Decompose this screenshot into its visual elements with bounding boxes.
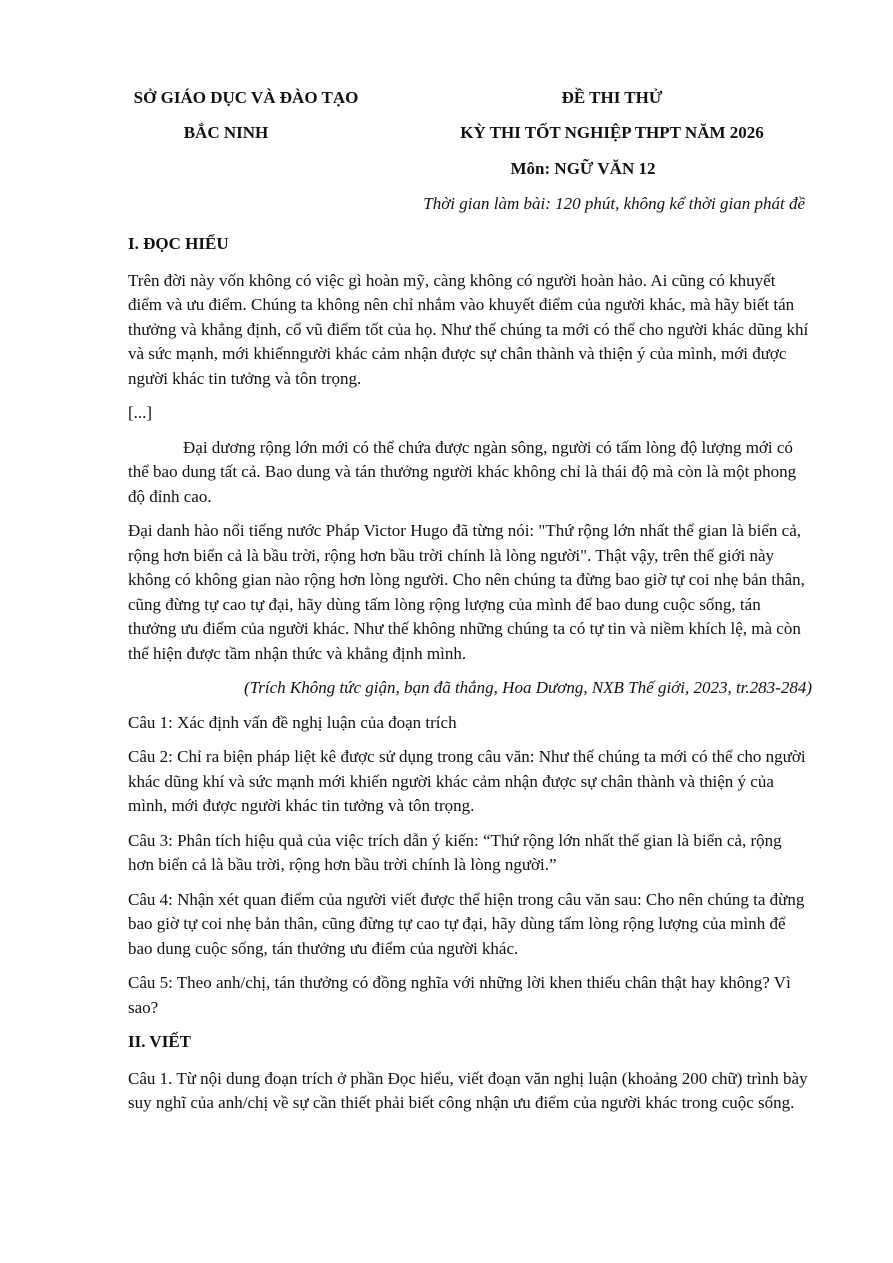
writing-question-1: Câu 1. Từ nội dung đoạn trích ở phần Đọc hiểu, viết đoạn văn nghị luận (khoảng 200 chữ) trình bày suy nghĩ của anh/chị về sự cần thiết phải biết công nhận ưu điểm của người khác trong cuộc sống. — [128, 1068, 808, 1112]
subject: Môn: NGỮ VĂN 12 — [510, 159, 656, 178]
passage-paragraph-3: Đại danh hào nổi tiếng nước Pháp Victor Hugo đã từng nói: "Thứ rộng lớn nhất thế gian là biển cả, rộng hơn biển cả là bầu trời, rộng hơn bầu trời chính là lòng người". Thật vậy, trên thế giới này không có không gian nào rộng hơn lòng người. Cho nên chúng ta đừng bao giờ tự coi nhẹ bản thân, cũng đừng tự cao tự đại, hãy dùng tấm lòng rộng lượng của mình để bao dung cuộc sống, tán thưởng ưu điểm của người khác. Như thế không những chúng ta có tự tin và niềm khích lệ, mà còn thể hiện được tầm nhận thức và khẳng định mình. — [128, 521, 805, 663]
exam-title: KỲ THI TỐT NGHIỆP THPT NĂM 2026 — [460, 123, 764, 142]
question-4: Câu 4: Nhận xét quan điểm của người viết được thể hiện trong câu văn sau: Cho nên chúng ta đừng bao giờ tự coi nhẹ bản thân, cũng đừng tự cao tự đại, hãy dùng tấm lòng rộng lượng của mình để bao dung cuộc sống, tán thưởng ưu điểm của người khác. — [128, 889, 805, 958]
question-1: Câu 1: Xác định vấn đề nghị luận của đoạn trích — [128, 712, 457, 732]
time-limit: Thời gian làm bài: 120 phút, không kể thời gian phát đề — [423, 194, 805, 213]
question-2: Câu 2: Chỉ ra biện pháp liệt kê được sử dụng trong câu văn: Như thế chúng ta mới có thể cho người khác dũng khí và sức mạnh mới khiến người khác cảm nhận được sự chân thành và thiện ý của mình, mới được người khác tin tưởng và tôn trọng. — [128, 747, 806, 815]
passage-source: (Trích Không tức giận, bạn đã thắng, Hoa Dương, NXB Thế giới, 2023, tr.283-284) — [244, 678, 812, 697]
passage-paragraph-2: Đại dương rộng lớn mới có thể chứa được ngàn sông, người có tấm lòng độ lượng mới có thể bao dung tất cả. Bao dung và tán thưởng người khác không chỉ là thái độ mà còn là một phong độ đỉnh cao. — [128, 437, 797, 506]
exam-body — [128, 232, 810, 1126]
passage-paragraph-1: Trên đời này vốn không có việc gì hoàn mỹ, càng không có người hoàn hảo. Ai cũng có khuyết điểm và ưu điểm. Chúng ta không nên chỉ nhắm vào khuyết điểm của người khác, mà hãy biết tán thưởng và khẳng định, cổ vũ điểm tốt của họ. Như thế chúng ta mới có thể cho người khác dũng khí và sức mạnh, mới khiếnngười khác cảm nhận được sự chân thành và thiện ý của mình, mới được người khác tin tưởng và tôn trọng. — [128, 270, 809, 388]
section-title-writing: II. VIẾT — [128, 1032, 191, 1051]
department-name: SỞ GIÁO DỤC VÀ ĐÀO TẠO — [133, 88, 359, 107]
passage-ellipsis: [...] — [128, 403, 153, 422]
exam-label: ĐỀ THI THỬ — [561, 88, 663, 107]
province-name: BẮC NINH — [183, 123, 269, 142]
question-3: Câu 3: Phân tích hiệu quả của việc trích dẫn ý kiến: “Thứ rộng lớn nhất thế gian là biển cả, rộng hơn biển cả là bầu trời, rộng hơn bầu trời chính là lòng người.” — [128, 830, 782, 874]
question-5: Câu 5: Theo anh/chị, tán thưởng có đồng nghĩa với những lời khen thiếu chân thật hay không? Vì sao? — [128, 973, 791, 1017]
section-title-reading: I. ĐỌC HIỂU — [128, 234, 229, 253]
